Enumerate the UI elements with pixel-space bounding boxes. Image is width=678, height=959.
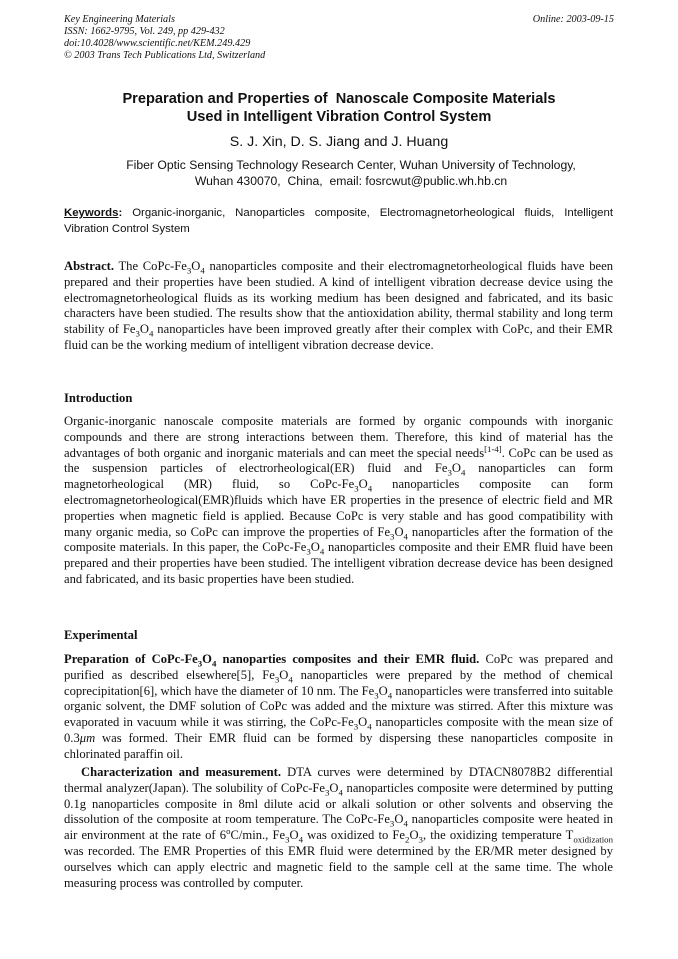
experimental-paragraph-2 bbox=[64, 765, 613, 891]
sub: 3 bbox=[418, 834, 423, 845]
intro-text: nanoparticles composite and their EMR fluid have been prepared and their properties have been studied. The intelligent vibration decrease device has been designed and fabricated, and its basic properties have been studied. bbox=[64, 540, 613, 586]
exp-text: nanoparticles composite with the mean size of 0.3 bbox=[64, 715, 613, 745]
sub: 4 bbox=[403, 531, 408, 542]
sub: 4 bbox=[149, 328, 154, 339]
chem-o: O bbox=[329, 780, 339, 795]
sub: 4 bbox=[288, 674, 293, 685]
title-line-2: Used in Intelligent Vibration Control System bbox=[186, 109, 492, 125]
sub: 3 bbox=[447, 467, 452, 478]
chem-o: O bbox=[358, 715, 368, 730]
sub: 4 bbox=[298, 834, 303, 845]
chem-o: O bbox=[191, 259, 201, 273]
chem-o: O bbox=[289, 828, 299, 843]
sub: 3 bbox=[197, 658, 203, 669]
sub: 3 bbox=[324, 787, 330, 798]
sub: 3 bbox=[306, 546, 311, 557]
sub: oxidization bbox=[573, 834, 613, 845]
exp-text: CoPc was prepared and purified as described elsewhere[5], Fe bbox=[64, 652, 613, 682]
exp-text: nanoparticles composite were determined by putting 0.1g nanoparticles composite in 8ml dilute acid or alkali solution or other solvents and observing the dissolution of the composite at room temperature. The CoPc-Fe bbox=[64, 780, 613, 827]
bold-text: Preparation of CoPc-Fe bbox=[64, 652, 198, 666]
sub: 3 bbox=[353, 721, 359, 732]
keywords-label: Keywords bbox=[64, 207, 119, 219]
exp-text: , the oxidizing temperature T bbox=[422, 828, 574, 843]
sub: 4 bbox=[211, 658, 217, 669]
exp-text: was formed. Their EMR fluid can be formed by dispersing these nanoparticles composite in chlorinated paraffin oil. bbox=[64, 730, 613, 761]
chem-o: O bbox=[358, 477, 368, 492]
bold-text: nanoparties composites and their EMR fluid. bbox=[216, 652, 480, 666]
experimental-heading: Experimental bbox=[64, 628, 138, 642]
affiliation bbox=[100, 158, 602, 189]
exp-text: was oxidized to Fe bbox=[303, 828, 406, 843]
affiliation-line-1: Fiber Optic Sensing Technology Research Center, Wuhan University of Technology, bbox=[126, 158, 576, 172]
degree-sign: o bbox=[226, 826, 231, 836]
introduction-heading: Introduction bbox=[64, 391, 133, 405]
abstract-text: The CoPc-Fe bbox=[114, 259, 187, 273]
keywords: Keywords: Organic-inorganic, Nanoparticles composite, Electromagnetorheological fluids, Intelligent Vibration Control System bbox=[64, 207, 614, 235]
sub: 4 bbox=[200, 265, 205, 276]
sub: 3 bbox=[186, 265, 192, 276]
journal-name: Key Engineering Materials bbox=[64, 14, 175, 25]
micro-unit: μm bbox=[79, 730, 96, 745]
chem-o: O bbox=[139, 322, 149, 337]
sub: 3 bbox=[390, 531, 395, 542]
subsection-title: Characterization and measurement. bbox=[81, 765, 281, 779]
title-line-1: Preparation and Properties of Nanoscale Composite Materials bbox=[122, 91, 556, 107]
sub: 4 bbox=[319, 546, 325, 557]
sub: 4 bbox=[367, 483, 373, 494]
paper-title bbox=[64, 90, 614, 126]
journal-header bbox=[64, 14, 614, 62]
affiliation-line-2: Wuhan 430070, China, email: fosrcwut@public.wh.hb.cn bbox=[194, 173, 508, 188]
introduction-body bbox=[64, 414, 613, 588]
chem-o: O bbox=[394, 524, 404, 539]
intro-text: nanoparticles composite can form electromagnetorheological(EMR)fluids which have ER properties in the presence of electric field and MR properties when magnetic field is applied. Because CoPc is very stable and has good compatibility with many organic media, so CoPc can improve the properties of Fe bbox=[64, 477, 613, 539]
experimental-paragraph-1 bbox=[64, 652, 613, 763]
sub: 3 bbox=[354, 483, 359, 494]
sub: 4 bbox=[367, 721, 372, 732]
exp-text: was recorded. The EMR Properties of this EMR fluid were determined by the ER/MR meter designed by ourselves which can apply electric and magnetic field to the sample cell at the same time. The whole measuring process was controlled by computer. bbox=[64, 843, 613, 890]
subsection-title bbox=[64, 652, 480, 669]
sub: 4 bbox=[461, 467, 466, 478]
chem-o: O bbox=[409, 828, 419, 843]
exp-text: nanoparticles composite were heated in air environment at the rate of 6 bbox=[64, 812, 613, 843]
chem-o: O bbox=[310, 540, 320, 555]
intro-text: nanoparticles can form magnetorheological (MR) fluid, so CoPc-Fe bbox=[64, 461, 613, 492]
sub: 4 bbox=[387, 690, 393, 701]
keywords-list: Organic-inorganic, Nanoparticles composite, Electromagnetorheological fluids, Intelligent Vibration Control System bbox=[64, 207, 614, 235]
abstract-label: Abstract. bbox=[64, 259, 115, 273]
sub: 4 bbox=[338, 787, 343, 798]
abstract-text: nanoparticles have been improved greatly after their complex with CoPc, and their EMR fluid can be the working medium of intelligent vibration decrease device. bbox=[64, 322, 613, 352]
sub: 4 bbox=[403, 818, 408, 829]
intro-text: nanoparticles after the formation of the composite materials. In this paper, the CoPc-Fe bbox=[64, 524, 613, 555]
chem-o: O bbox=[378, 683, 388, 698]
doi-line: doi:10.4028/www.scientific.net/KEM.249.429 bbox=[64, 38, 251, 49]
issn-line: ISSN: 1662-9795, Vol. 249, pp 429-432 bbox=[64, 26, 225, 37]
authors: S. J. Xin, D. S. Jiang and J. Huang bbox=[229, 134, 449, 150]
chem-o: O bbox=[202, 652, 212, 666]
sub: 3 bbox=[285, 834, 290, 845]
exp-text: C/min., Fe bbox=[230, 828, 286, 843]
sub: 3 bbox=[374, 690, 379, 701]
intro-text: Organic-inorganic nanoscale composite materials are formed by organic compounds with inorganic compounds and there are strong interactions between them. Therefore, this kind of material has the advantages of both organic and inorganic materials and can meet the special needs bbox=[64, 414, 613, 460]
intro-text: . CoPc can be used as the suspension particles of electrorheological(ER) fluid and Fe bbox=[64, 445, 613, 476]
sub: 3 bbox=[274, 674, 280, 685]
online-date: Online: 2003-09-15 bbox=[532, 14, 614, 25]
citation-ref: [1-4] bbox=[484, 443, 502, 454]
sub: 3 bbox=[389, 818, 395, 829]
chem-o: O bbox=[394, 812, 404, 827]
exp-text: DTA curves were determined by DTACN8078B2 differential thermal analyzer(Japan). The solubility of CoPc-Fe bbox=[64, 765, 613, 795]
sub: 2 bbox=[405, 834, 410, 845]
exp-text: nanoparticles were transferred into suitable organic solvent, the DMF solution of CoPc was added and the mixture was stirred. After this mixture was evaporated in vacuum while it was stirring, the CoPc-Fe bbox=[64, 683, 613, 730]
copyright-line: © 2003 Trans Tech Publications Ltd, Switzerland bbox=[64, 50, 266, 61]
sub: 3 bbox=[135, 328, 140, 339]
exp-text: nanoparticles were prepared by the method of chemical coprecipitation[6], which have the diameter of 10 nm. The Fe bbox=[64, 667, 613, 698]
chem-o: O bbox=[279, 667, 289, 682]
abstract bbox=[64, 259, 613, 354]
chem-o: O bbox=[451, 461, 462, 476]
abstract-text: nanoparticles composite and their electromagnetorheological fluids have been prepared and their properties have been studied. A kind of intelligent vibration decrease device using the electromagnetorheological fluids as its working medium has been designed and fabricated, and its basic characters have been studied. The results show that the antioxidation ability, thermal stability and long term stability of Fe bbox=[64, 259, 613, 337]
